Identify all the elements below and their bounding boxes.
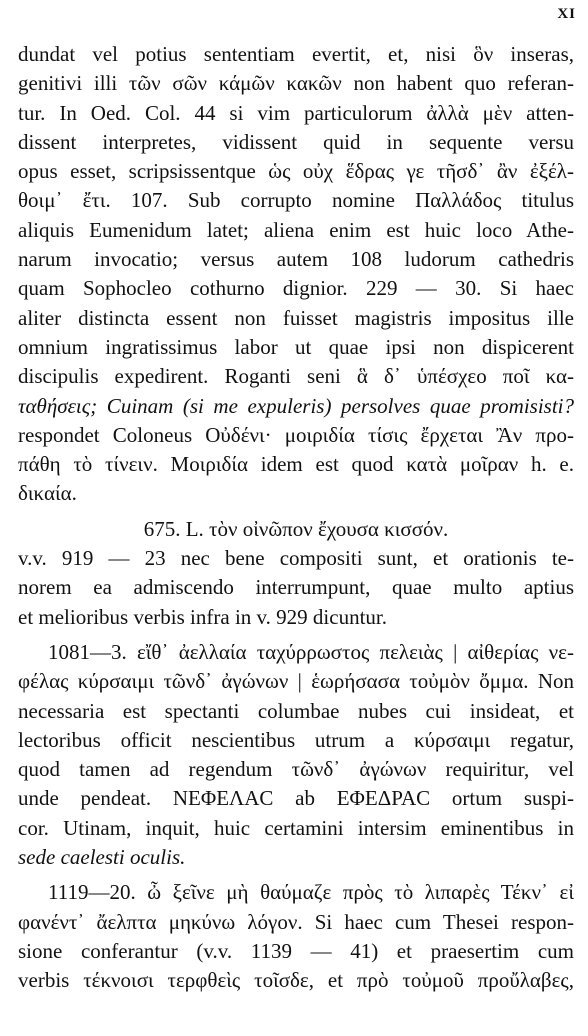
text-line: discipulis expedirent. Roganti seni ἃ δ᾽ ὑπέσχεο ποῖ κα- bbox=[18, 364, 574, 389]
text-line: φανέντ᾽ ἄελπτα μηκύνω λόγον. Si haec cum Thesei respon- bbox=[18, 909, 574, 934]
text-line: tur. In Oed. Col. 44 si vim particulorum ἀλλὰ μὲν atten- bbox=[18, 100, 574, 125]
text-line: dissent interpretes, vidissent quid in sequente versu bbox=[18, 129, 574, 154]
text-line: aliter distincta essent non fuisset magistris impositus ille bbox=[18, 305, 574, 330]
text-line: quod tamen ad regendum τῶνδ᾽ ἀγώνων requiritur, vel bbox=[18, 757, 574, 782]
text-line: verbis τέκνοισι τερφθεὶς τοῖσδε, et πρὸ τοὐμοῦ προὔλαβες, bbox=[18, 968, 574, 993]
paragraph-1119 bbox=[18, 878, 574, 995]
text-line: genitivi illi τῶν σῶν κάμῶν κακῶν non habent quo referan- bbox=[18, 71, 574, 96]
text-line: ταθήσεις; Cuinam (si me expuleris) persolves quae promisisti? bbox=[18, 393, 574, 418]
text-line: πάθη τὸ τίνειν. Μοιριδία idem est quod κατὰ μοῖραν h. e. bbox=[18, 452, 574, 477]
text-line: dundat vel potius sententiam evertit, et, nisi ὃν inseras, bbox=[18, 42, 574, 66]
text-line: sede caelesti oculis. bbox=[18, 845, 186, 870]
text-line: aliquis Eumenidum latet; aliena enim est huic loco Athe- bbox=[18, 217, 574, 242]
text-line: 1081—3. εἴθ᾽ ἀελλαία ταχύρρωστος πελειὰς | αἰθερίας νε- bbox=[48, 639, 574, 664]
text-line: omnium ingratissimus labor ut quae ipsi non dispicerent bbox=[18, 334, 574, 359]
page-number: XI bbox=[557, 6, 576, 22]
body-text bbox=[18, 40, 574, 996]
text-line: necessaria est spectanti columbae nubes cui insideat, et bbox=[18, 698, 574, 723]
paragraph-oed-col bbox=[18, 40, 574, 509]
text-line: 1119—20. ὦ ξεῖνε μὴ θαύμαζε πρὸς τὸ λιπαρὲς Τέκν᾽ εἰ bbox=[48, 880, 574, 905]
text-line: v.v. 919 — 23 nec bene compositi sunt, et orationis te- bbox=[18, 546, 574, 571]
text-line: norem ea admiscendo interrumpunt, quae multo aptius bbox=[18, 575, 574, 600]
text-line: cor. Utinam, inquit, huic certamini intersim eminentibus in bbox=[18, 815, 574, 840]
text-line: quam Sophocleo cothurno dignior. 229 — 30. Si haec bbox=[18, 276, 574, 301]
section-heading: 675. L. τὸν οἰνῶπον ἔχουσα κισσόν. bbox=[143, 516, 449, 541]
text-line: opus esset, scripsissentque ὡς οὐχ ἕδρας γε τῆσδ᾽ ἂν ἐξέλ- bbox=[18, 159, 574, 184]
text-line: narum invocatio; versus autem 108 ludorum cathedris bbox=[18, 247, 574, 272]
text-line: unde pendeat. ΝΕΦΕΛΑC ab ΕΦΕΔΡΑC ortum suspi- bbox=[18, 786, 574, 811]
text-line: respondet Coloneus Οὐδένι· μοιριδία τίσις ἔρχεται Ἂν προ- bbox=[18, 422, 574, 447]
text-line: sione conferantur (v.v. 1139 — 41) et praesertim cum bbox=[18, 938, 574, 963]
text-line: φέλας κύρσαιμι τῶνδ᾽ ἀγώνων | ἑωρήσασα τοὐμὸν ὄμμα. Non bbox=[18, 669, 574, 694]
paragraph-1081 bbox=[18, 638, 574, 872]
text-line: et melioribus verbis infra in v. 929 dicuntur. bbox=[18, 604, 387, 629]
text-line: lectoribus officit nescientibus utrum a κύρσαιμι regatur, bbox=[18, 727, 574, 752]
paragraph-675 bbox=[18, 515, 574, 632]
text-line: θοιμ᾽ ἔτι. 107. Sub corrupto nomine Παλλάδος titulus bbox=[18, 188, 574, 213]
text-line: δικαία. bbox=[18, 481, 77, 506]
